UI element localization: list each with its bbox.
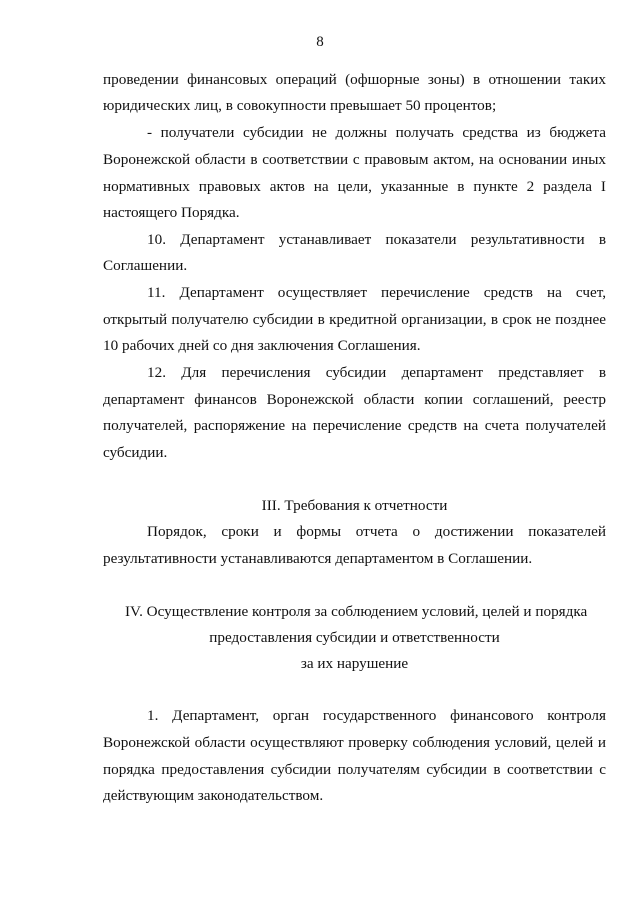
text-line: 11. Департамент осуществляет перечисление средств на счет, (147, 284, 606, 301)
page-number: 8 (316, 34, 324, 50)
text-line: Порядок, сроки и формы отчета о достижении показателей (147, 523, 606, 540)
section-heading: предоставления субсидии и ответственности (209, 629, 500, 646)
text-line: Воронежской области в соответствии с правовым актом, на основании иных (103, 151, 606, 168)
text-line: получателей, распоряжение на перечисление средств на счета получателей (103, 417, 606, 434)
text-line: проведении финансовых операций (офшорные зоны) в отношении таких (103, 71, 606, 88)
text-line: департамент финансов Воронежской области копии соглашений, реестр (103, 391, 606, 408)
text-line: настоящего Порядка. (103, 204, 240, 221)
text-line: действующим законодательством. (103, 787, 324, 804)
text-line: порядка предоставления субсидии получателям субсидии в соответствии с (103, 761, 606, 778)
text-line: 1. Департамент, орган государственного финансового контроля (147, 707, 606, 724)
text-line: 10. Департамент устанавливает показатели результативности в (147, 231, 606, 248)
section-heading: III. Требования к отчетности (261, 497, 448, 514)
text-line: - получатели субсидии не должны получать средства из бюджета (147, 124, 606, 141)
text-line: 10 рабочих дней со дня заключения Соглашения. (103, 337, 421, 354)
section-heading: за их нарушение (300, 655, 409, 672)
text-line: субсидии. (103, 444, 168, 461)
text-line: результативности устанавливаются департаментом в Соглашении. (103, 550, 533, 567)
text-line: 12. Для перечисления субсидии департамент представляет в (147, 364, 606, 381)
section-heading: IV. Осуществление контроля за соблюдением условий, целей и порядка (125, 603, 588, 620)
text-line: открытый получателю субсидии в кредитной организации, в срок не позднее (103, 311, 606, 328)
text-line: нормативных правовых актов на цели, указанные в пункте 2 раздела I (103, 178, 606, 195)
text-line: Воронежской области осуществляют проверку соблюдения условий, целей и (103, 734, 606, 751)
text-line: Соглашении. (103, 257, 188, 274)
text-line: юридических лиц, в совокупности превышает 50 процентов; (103, 97, 497, 114)
